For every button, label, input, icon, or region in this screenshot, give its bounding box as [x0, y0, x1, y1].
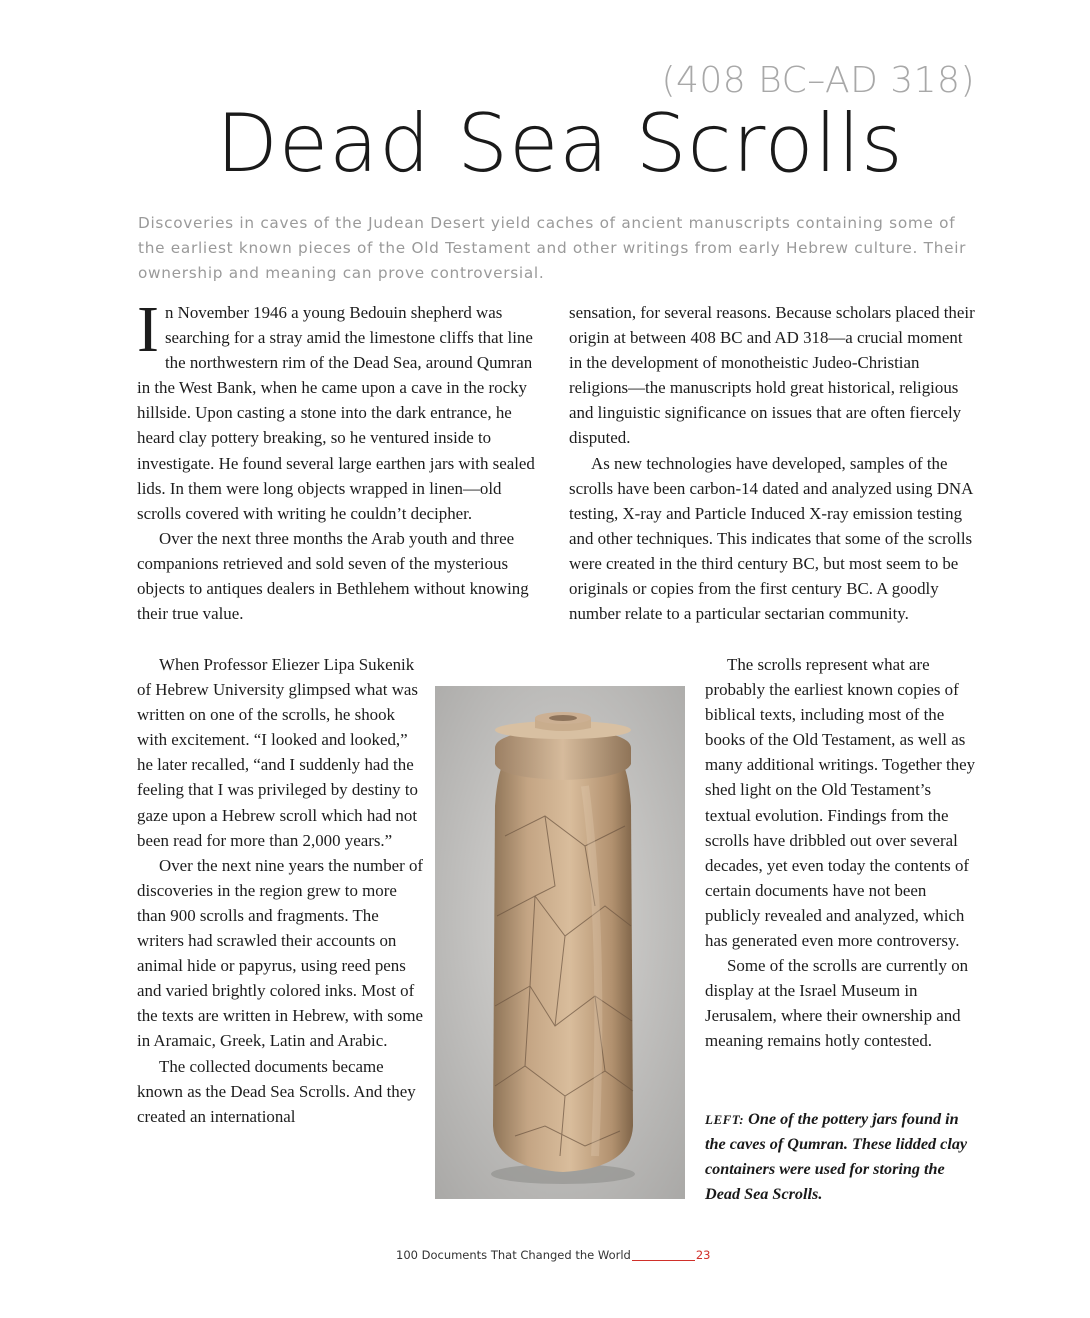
book-title: 100 Documents That Changed the World: [396, 1248, 631, 1262]
photo-caption: [705, 1107, 975, 1207]
paragraph: When Professor Eliezer Lipa Sukenik of Hebrew University glimpsed what was written on one of the scrolls, he shook with excitement. “I looked and looked,” he later recalled, “and I suddenly had the feeling that I was privileged by destiny to gaze upon a Hebrew scroll which had not been read for more than 2,000 years.”: [137, 655, 418, 850]
caption-label: LEFT:: [705, 1112, 745, 1127]
paragraph: Some of the scrolls are currently on display at the Israel Museum in Jerusalem, where their ownership and meaning remains hotly contested.: [705, 956, 969, 1051]
pottery-jar-photo: [435, 686, 685, 1199]
page-number: 23: [695, 1248, 711, 1262]
paragraph: Over the next three months the Arab youth and three companions retrieved and sold seven of the mysterious objects to antiques dealers in Bethlehem without knowing their true value.: [137, 528, 529, 624]
paragraph: As new technologies have developed, samples of the scrolls have been carbon-14 dated and analyzed using DNA testing, X-ray and Particle Induced X-ray emission testing and other techniques. This indicates that some of the scrolls were created in the third century BC, but most seem to be originals or copies from the first century BC. A goodly number relate to a particular sectarian community.: [569, 453, 973, 624]
page-title: Dead Sea Scrolls: [216, 97, 904, 190]
paragraph: n November 1946 a young Bedouin shepherd was searching for a stray amid the limestone cliffs that line the northwestern rim of the Dead Sea, around Qumran in the West Bank, when he came upon a cave in the rocky hillside. Upon casting a stone into the dark entrance, he heard clay pottery breaking, so he ventured inside to investigate. He found several large earthen jars with sealed lids. In them were long objects wrapped in linen—old scrolls covered with writing he couldn’t decipher.: [137, 303, 535, 523]
footer-rule: [632, 1250, 695, 1261]
page-footer: [396, 1248, 726, 1262]
date-range: (408 BC–AD 318): [661, 60, 975, 101]
column-2-top: [569, 300, 976, 626]
paragraph: sensation, for several reasons. Because scholars placed their origin at between 408 BC and AD 318—a crucial moment in the development of monotheistic Judeo-Christian religions—the manuscripts hold great historical, religious and linguistic significance on issues that are often fiercely disputed.: [569, 303, 975, 448]
caption-text: One of the pottery jars found in the caves of Qumran. These lidded clay containers were used for storing the Dead Sea Scrolls.: [705, 1110, 968, 1203]
article-deck: Discoveries in caves of the Judean Desert yield caches of ancient manuscripts containing some of the earliest known pieces of the Old Testament and other writings from early Hebrew culture. Their ownership and meaning can prove controversial.: [138, 214, 967, 282]
paragraph: The scrolls represent what are probably the earliest known copies of biblical texts, including most of the books of the Old Testament, as well as many additional writings. Together they shed light on the Old Testament’s textual evolution. Findings from the scrolls have dribbled out over several decades, yet even today the contents of certain documents have not been publicly revealed and analyzed, which has generated even more controversy.: [705, 655, 976, 951]
column-1-bottom: [137, 652, 427, 1129]
paragraph: Over the next nine years the number of discoveries in the region grew to more than 900 scrolls and fragments. The writers had scrawled their accounts on animal hide or papyrus, using reed pens and varied brightly colored inks. Most of the texts are written in Hebrew, with some in Aramaic, Greek, Latin and Arabic.: [137, 855, 424, 1051]
column-2-bottom: [705, 652, 977, 1054]
column-1-top: [137, 293, 539, 626]
drop-cap: I: [137, 293, 159, 366]
paragraph: The collected documents became known as the Dead Sea Scrolls. And they created an international: [137, 1056, 416, 1126]
